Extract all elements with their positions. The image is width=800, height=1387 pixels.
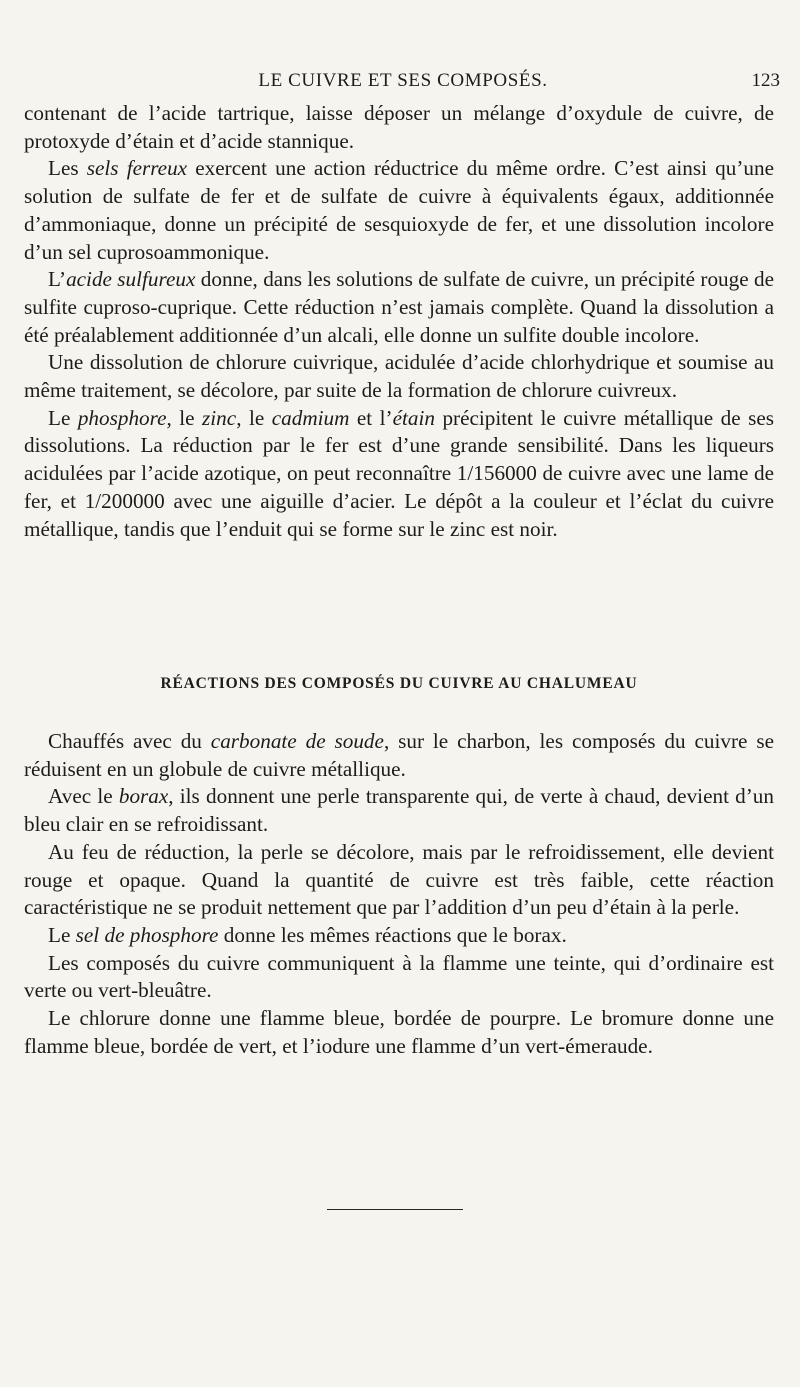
text-run: Au feu de réduction, la perle se décolore, mais par le refroidissement, elle devient rouge et opaque. Quand la quantité de cuivre est très faible, cette réaction caractéristique ne se produit nettement que par l’addition d’un peu d’étain à la perle. xyxy=(24,839,774,920)
paragraph xyxy=(24,728,774,783)
paragraph xyxy=(24,950,774,1005)
italic-term: zinc xyxy=(202,405,237,430)
page-number: 123 xyxy=(751,70,780,91)
text-run: , sur le charbon, les composés du cuivre se réduisent en un globule de cuivre métallique. xyxy=(24,729,774,781)
paragraph xyxy=(24,839,774,922)
text-run: précipitent le cuivre métallique de ses dissolutions. La réduction par le fer est d’une grande sensibilité. Dans les liqueurs acidulées par l’acide azotique, on peut reconnaître 1/156000 de cuivre avec une lame de fer, et 1/200000 avec une aiguille d’acier. Le dépôt a la couleur et l’éclat du cuivre métallique, tandis que l’enduit qui se forme sur le zinc est noir. xyxy=(24,405,774,541)
paragraph xyxy=(24,266,774,349)
italic-term: sels ferreux xyxy=(86,156,188,181)
italic-term: sel de phosphore xyxy=(75,922,219,947)
italic-term: phosphore xyxy=(77,405,167,430)
italic-term: cadmium xyxy=(271,405,350,430)
text-run: , le xyxy=(236,405,272,430)
text-run: et l’ xyxy=(349,405,393,430)
text-run: Le xyxy=(48,405,78,430)
italic-term: carbonate de soude xyxy=(210,729,384,753)
paragraph xyxy=(24,405,774,544)
paragraph xyxy=(24,349,774,404)
paragraph xyxy=(24,100,774,155)
text-run: , ils donnent une perle transparente qui, de verte à chaud, devient d’un bleu clair en se refroidissant. xyxy=(24,784,774,837)
italic-term: étain xyxy=(392,405,435,430)
text-run: donne, dans les solutions de sulfate de cuivre, un précipité rouge de sulfite cuproso-cuprique. Cette réduction n’est jamais complète. Quand la dissolution a été préalablement additionnée d’un alcali, elle donne un sulfite double incolore. xyxy=(24,267,774,347)
end-rule xyxy=(327,1209,463,1210)
running-title: LE CUIVRE ET SES COMPOSÉS. xyxy=(258,70,548,91)
text-run: Les composés du cuivre communiquent à la flamme une teinte, qui d’ordinaire est verte ou vert-bleuâtre. xyxy=(24,950,774,1003)
body-text-top xyxy=(24,100,774,543)
text-run: Avec le xyxy=(48,784,119,809)
text-run: , le xyxy=(166,405,203,430)
text-run: Le chlorure donne une flamme bleue, bordée de pourpre. Le bromure donne une flamme bleue, bordée de vert, et l’iodure une flamme d’un vert-émeraude. xyxy=(24,1006,774,1058)
body-text-bottom xyxy=(24,728,774,1060)
italic-term: acide sulfureux xyxy=(66,267,196,292)
paragraph xyxy=(24,922,774,950)
paragraph xyxy=(24,1005,774,1060)
paragraph xyxy=(24,155,774,266)
text-run: L’ xyxy=(48,267,67,292)
text-run: Chauffés avec du xyxy=(48,729,211,753)
paragraph xyxy=(24,783,774,838)
text-run: donne les mêmes réactions que le borax. xyxy=(218,922,567,947)
text-run: Le xyxy=(48,922,76,947)
page-header xyxy=(24,68,782,96)
text-run: Les xyxy=(48,156,87,181)
section-title: RÉACTIONS DES COMPOSÉS DU CUIVRE AU CHALUMEAU xyxy=(160,675,638,692)
text-run: Une dissolution de chlorure cuivrique, acidulée d’acide chlorhydrique et soumise au même traitement, se décolore, par suite de la formation de chlorure cuivreux. xyxy=(24,350,774,403)
text-run: contenant de l’acide tartrique, laisse déposer un mélange d’oxydule de cuivre, de protoxyde d’étain et d’acide stannique. xyxy=(24,101,774,153)
text-run: exercent une action réductrice du même ordre. C’est ainsi qu’une solution de sulfate de fer et de sulfate de cuivre à équivalents égaux, additionnée d’ammoniaque, donne un précipité de sesquioxyde de fer, et une dissolution incolore d’un sel cuprosoammonique. xyxy=(24,156,774,264)
italic-term: borax xyxy=(118,784,169,809)
